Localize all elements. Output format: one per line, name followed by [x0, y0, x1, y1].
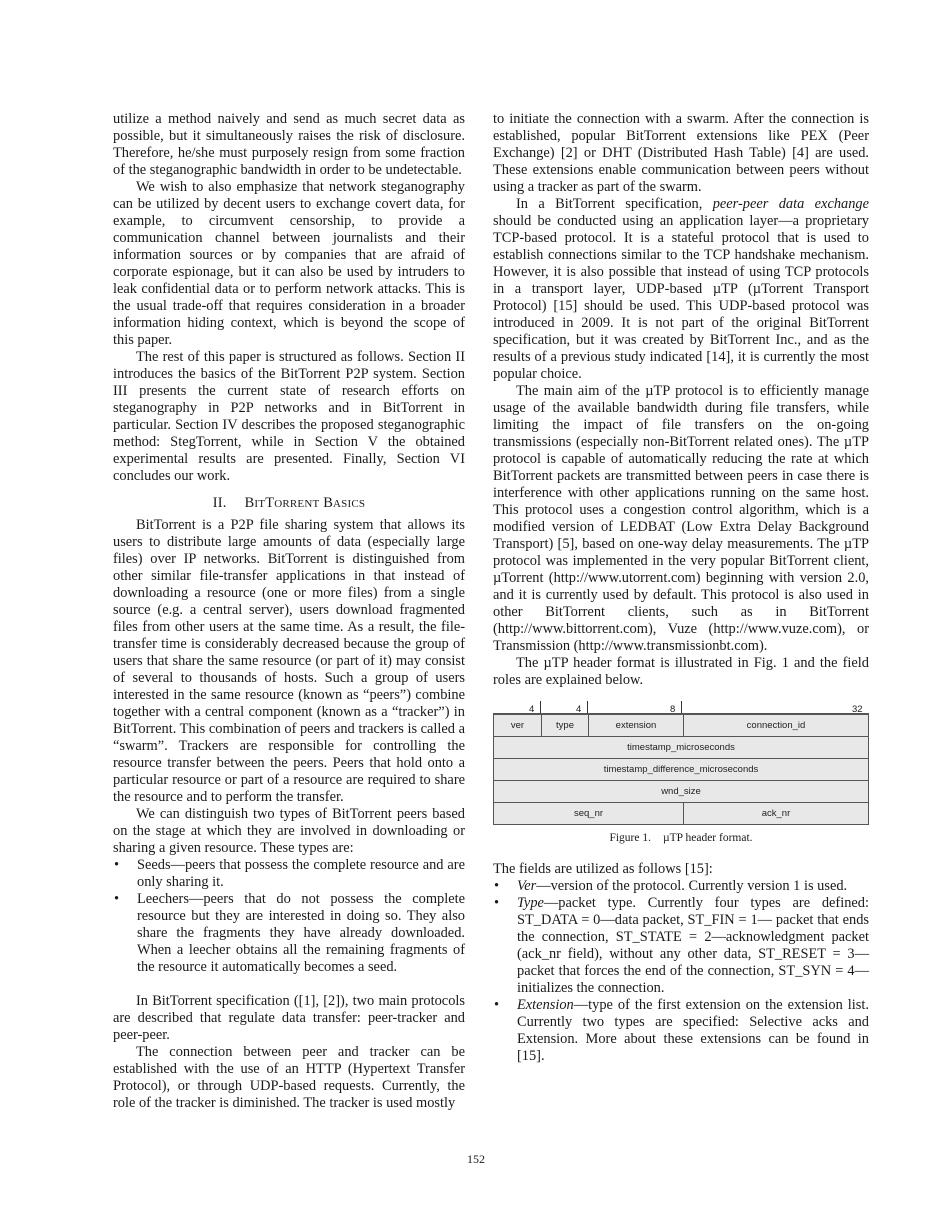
bit-label: 4: [529, 704, 535, 715]
paragraph: utilize a method naively and send as much secret data as possible, but it simultaneously raises the risk of disclosure. Therefore, he/she must purposely resign from some fraction of the steganographic bandwidth in order to be undetectable.: [113, 111, 465, 178]
field-connection-id: connection_id: [684, 714, 869, 737]
bit-label: 8: [670, 704, 676, 715]
field-extension: extension: [589, 714, 684, 737]
caption-label: Figure 1.: [609, 832, 651, 844]
bullet-icon: •: [114, 857, 120, 873]
right-column: [493, 111, 869, 1065]
paragraph: The connection between peer and tracker can be established with the use of an HTTP (Hypertext Transfer Protocol), or through UDP-based requests. Currently, the role of the tracker is diminished. The tracker is used mostly: [113, 1044, 465, 1111]
emphasis: peer-peer data exchange: [712, 196, 869, 212]
paragraph: In BitTorrent specification ([1], [2]), two main protocols are described that regulate data transfer: peer-tracker and peer-peer.: [113, 993, 465, 1043]
fields-list: [493, 878, 869, 1065]
section-number: II.: [212, 495, 227, 511]
page-number: 152: [467, 1152, 485, 1166]
paragraph: to initiate the connection with a swarm. After the connection is established, popular BitTorrent extensions like PEX (Peer Exchange) [2] or DHT (Distributed Hash Table) [4] are used. These extensions enable communication between peers without using a tracker as part of the swarm.: [493, 111, 869, 195]
paragraph: The main aim of the µTP protocol is to efficiently manage usage of the available bandwidth during file transfers, while limiting the impact of file transfers on the on-going transmissions (especially non-BitTorrent related ones). The µTP protocol is capable of automatically reducing the rate at which BitTorrent packets are transmitted between peers in case there is interference with other applications running on the same host. This protocol uses a congestion control algorithm, which is a modified version of LEDBAT (Low Extra Delay Background Transport) [5], based on one-way delay measurements. The µTP protocol was implemented in the very popular BitTorrent client, µTorrent (http://www.utorrent.com) beginning with version 2.0, and it is currently used by default. This protocol is also used in other BitTorrent clients, such as in BitTorrent (http://www.bittorrent.com), Vuze (http://www.vuze.com), or Transmission (http://www.transmissionbt.com).: [493, 383, 869, 654]
table-row: [494, 781, 869, 803]
section-heading: [113, 495, 465, 513]
field-type: type: [542, 714, 589, 737]
left-column: [113, 111, 465, 1112]
utp-header-figure: [493, 701, 869, 845]
paragraph: BitTorrent is a P2P file sharing system that allows its users to distribute large amounts of data (especially large files) over IP networks. BitTorrent is distinguished from other similar file-transfer applications in that instead of downloading a resource (one or more files) from a single source (e.g. a central server), users download fragmented files from other users at the same time. As a result, the file-transfer time is considerably decreased because the group of users that share the same resource (or part of it) may consist of several to thousands of hosts. Such a group of users interested in the same resource (known as “peers”) combine together with a central component (known as a “tracker”) in BitTorrent. This combination of peers and trackers is called a “swarm”. Trackers are responsible for controlling the resource transfer between the peers. Peers that hold onto a particular resource or part of a resource are required to share the resource and to perform the transfer.: [113, 517, 465, 805]
list-item: • Type—packet type. Currently four types are defined: ST_DATA = 0—data packet, ST_FIN = 1— packet that ends the connection, ST_STATE = 2—acknowledgment packet (ack_nr field), without any other data, ST_RESET = 3—packet that forces the end of the connection, ST_SYN = 4—initializes the connection.: [494, 895, 869, 996]
table-row: [494, 803, 869, 825]
bullet-icon: •: [494, 895, 500, 911]
paragraph: In a BitTorrent specification, peer-peer data exchange should be conducted using an application layer—a proprietary TCP-based protocol. It is a stateful protocol that is used to establish connections similar to the TCP handshake mechanism. However, it is also possible that instead of using TCP protocols in a transport layer, UDP-based µTP (µTorrent Transport Protocol) [15] should be used. This UDP-based protocol was introduced in 2009. It is not part of the original BitTorrent specification, but it was created by BitTorrent Inc., and as the results of a previous study indicated [14], it is currently the most popular choice.: [493, 196, 869, 382]
field-term: Ver: [517, 878, 537, 894]
field-ver: ver: [494, 714, 542, 737]
table-row: [494, 759, 869, 781]
caption-text: µTP header format.: [662, 832, 753, 844]
paragraph: We wish to also emphasize that network steganography can be utilized by decent users to exchange covert data, for example, to circumvent censorship, to provide a communication channel between journalists and their information sources or by companies that are afraid of corporate espionage, but it can also be used by intruders to leak confidential data or to perform network attacks. This is the usual trade-off that requires consideration in a broader information hiding context, which is beyond the scope of this paper.: [113, 179, 465, 348]
paragraph: The fields are utilized as follows [15]:: [493, 861, 713, 877]
paragraph: The rest of this paper is structured as follows. Section II introduces the basics of the BitTorrent P2P system. Section III presents the current state of research efforts on steganography in P2P networks and in BitTorrent in particular. Section IV describes the proposed steganographic method: StegTorrent, while in Section V the obtained experimental results are presented. Finally, Section VI concludes our work.: [113, 349, 465, 484]
field-timestamp: timestamp_microseconds: [494, 737, 869, 759]
bit-label: 32: [852, 704, 863, 715]
header-format-table: [493, 713, 869, 825]
peer-types-list: [113, 857, 465, 976]
bullet-icon: •: [114, 891, 120, 907]
bullet-icon: •: [494, 997, 500, 1013]
field-ack-nr: ack_nr: [684, 803, 869, 825]
field-term: Type: [517, 895, 544, 911]
field-term: Extension: [517, 997, 574, 1013]
field-wnd-size: wnd_size: [494, 781, 869, 803]
list-item: • Ver—version of the protocol. Currently version 1 is used.: [494, 878, 848, 894]
table-row: [494, 737, 869, 759]
bit-label: 4: [576, 704, 582, 715]
list-item: • Seeds—peers that possess the complete resource and are only sharing it.: [114, 857, 465, 890]
field-seq-nr: seq_nr: [494, 803, 684, 825]
field-timestamp-difference: timestamp_difference_microseconds: [494, 759, 869, 781]
bit-width-labels: [493, 701, 869, 713]
list-item: • Leechers—peers that do not possess the complete resource but they are interested in doing so. They also share the fragments they have already downloaded. When a leecher obtains all the remaining fragments of the resource it automatically becomes a seed.: [114, 891, 465, 975]
section-title: BITTORRENT BASICS: [244, 495, 366, 511]
list-item: • Extension—type of the first extension on the extension list. Currently two types are specified: Selective acks and Extension. More about these extensions can be found in [15].: [494, 997, 869, 1064]
table-row: [494, 714, 869, 737]
paragraph: The µTP header format is illustrated in Fig. 1 and the field roles are explained below.: [493, 655, 869, 688]
bullet-icon: •: [494, 878, 500, 894]
figure-caption: [493, 831, 869, 845]
paragraph: We can distinguish two types of BitTorrent peers based on the stage at which they are involved in downloading or sharing a given resource. These types are:: [113, 806, 465, 856]
